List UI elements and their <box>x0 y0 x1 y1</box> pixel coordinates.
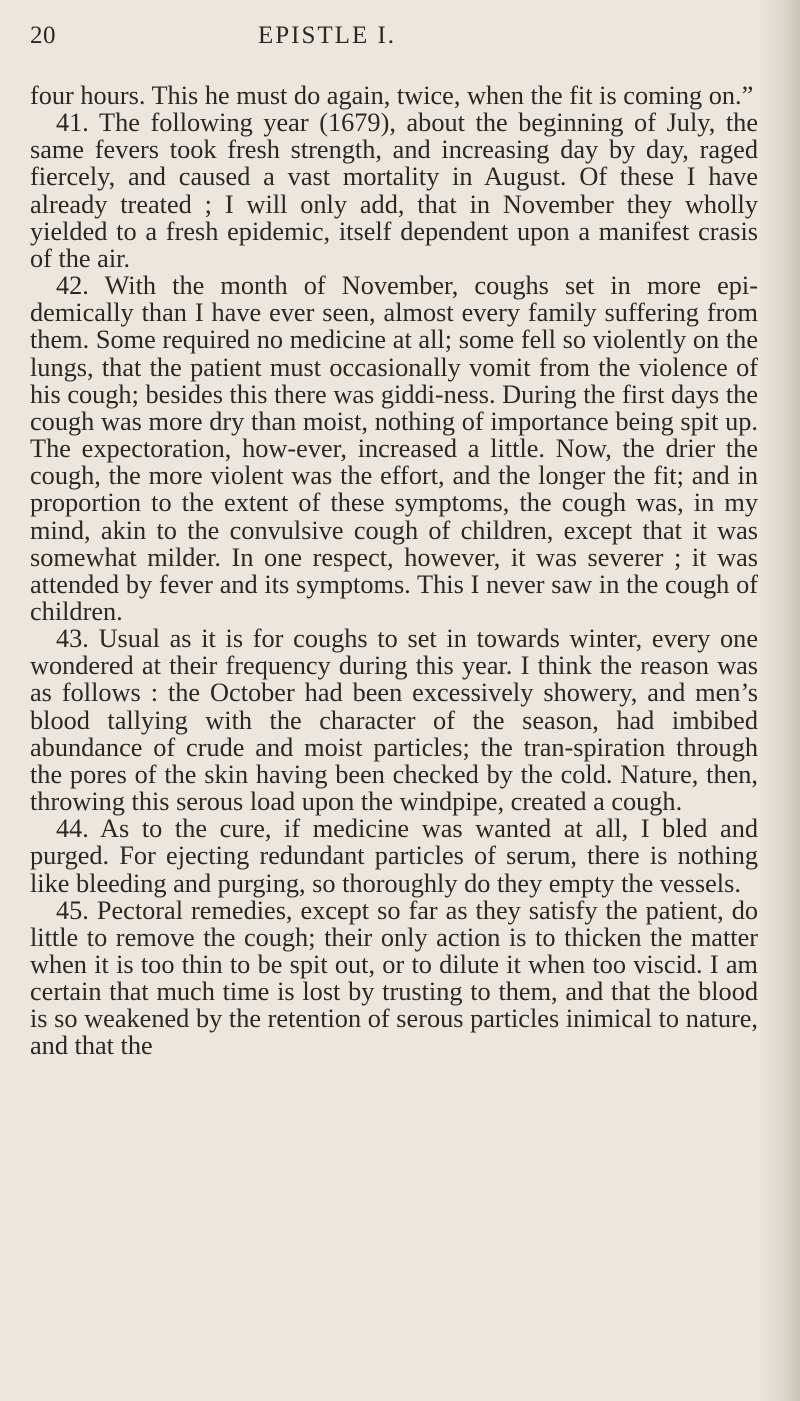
paragraph-43: 43. Usual as it is for coughs to set in towards winter, every one wondered at their frequency during this year. I think the reason was as follows : the October had been excessively showery, and men’s blood tallying with the character of the season, had imbibed abundance of crude and moist particles; the tran-spiration through the pores of the skin having been checked by the cold. Nature, then, throwing this serous load upon the windpipe, created a cough. <box>30 624 758 817</box>
page-edge-shadow <box>760 0 800 1401</box>
paragraph-45: 45. Pectoral remedies, except so far as they satisfy the patient, do little to remove the cough; their only action is to thicken the matter when it is too thin to be spit out, or to dilute it when too viscid. I am certain that much time is lost by trusting to them, and that the blood is so weakened by the retention of serous particles inimical to nature, and that the <box>30 895 758 1061</box>
body-text <box>30 82 758 1060</box>
running-head: EPISTLE I. <box>258 22 397 49</box>
paragraph-44: 44. As to the cure, if medicine was wanted at all, I bled and purged. For ejecting redundant particles of serum, there is nothing like bleeding and purging, so thoroughly do they empty the vessels. <box>30 814 758 898</box>
page-header <box>30 22 730 52</box>
paragraph-42: 42. With the month of November, coughs set in more epi-demically than I have ever seen, almost every family suffering from them. Some required no medicine at all; some fell so violently on the lungs, that the patient must occasionally vomit from the violence of his cough; besides this there was giddi-ness. During the first days the cough was more dry than moist, nothing of importance being spit up. The expectoration, how-ever, increased a little. Now, the drier the cough, the more violent was the effort, and the longer the fit; and in proportion to the extent of these symptoms, the cough was, in my mind, akin to the convulsive cough of children, except that it was somewhat milder. In one respect, however, it was severer ; it was attended by fever and its symptoms. This I never saw in the cough of children. <box>30 271 758 626</box>
paragraph-continuation: four hours. This he must do again, twice, when the fit is coming on.” <box>30 81 754 110</box>
page-number: 20 <box>30 22 56 49</box>
paragraph-41: 41. The following year (1679), about the beginning of July, the same fevers took fresh strength, and increasing day by day, raged fiercely, and caused a vast mortality in August. Of these I have already treated ; I will only add, that in November they wholly yielded to a fresh epidemic, itself dependent upon a manifest crasis of the air. <box>30 108 758 273</box>
